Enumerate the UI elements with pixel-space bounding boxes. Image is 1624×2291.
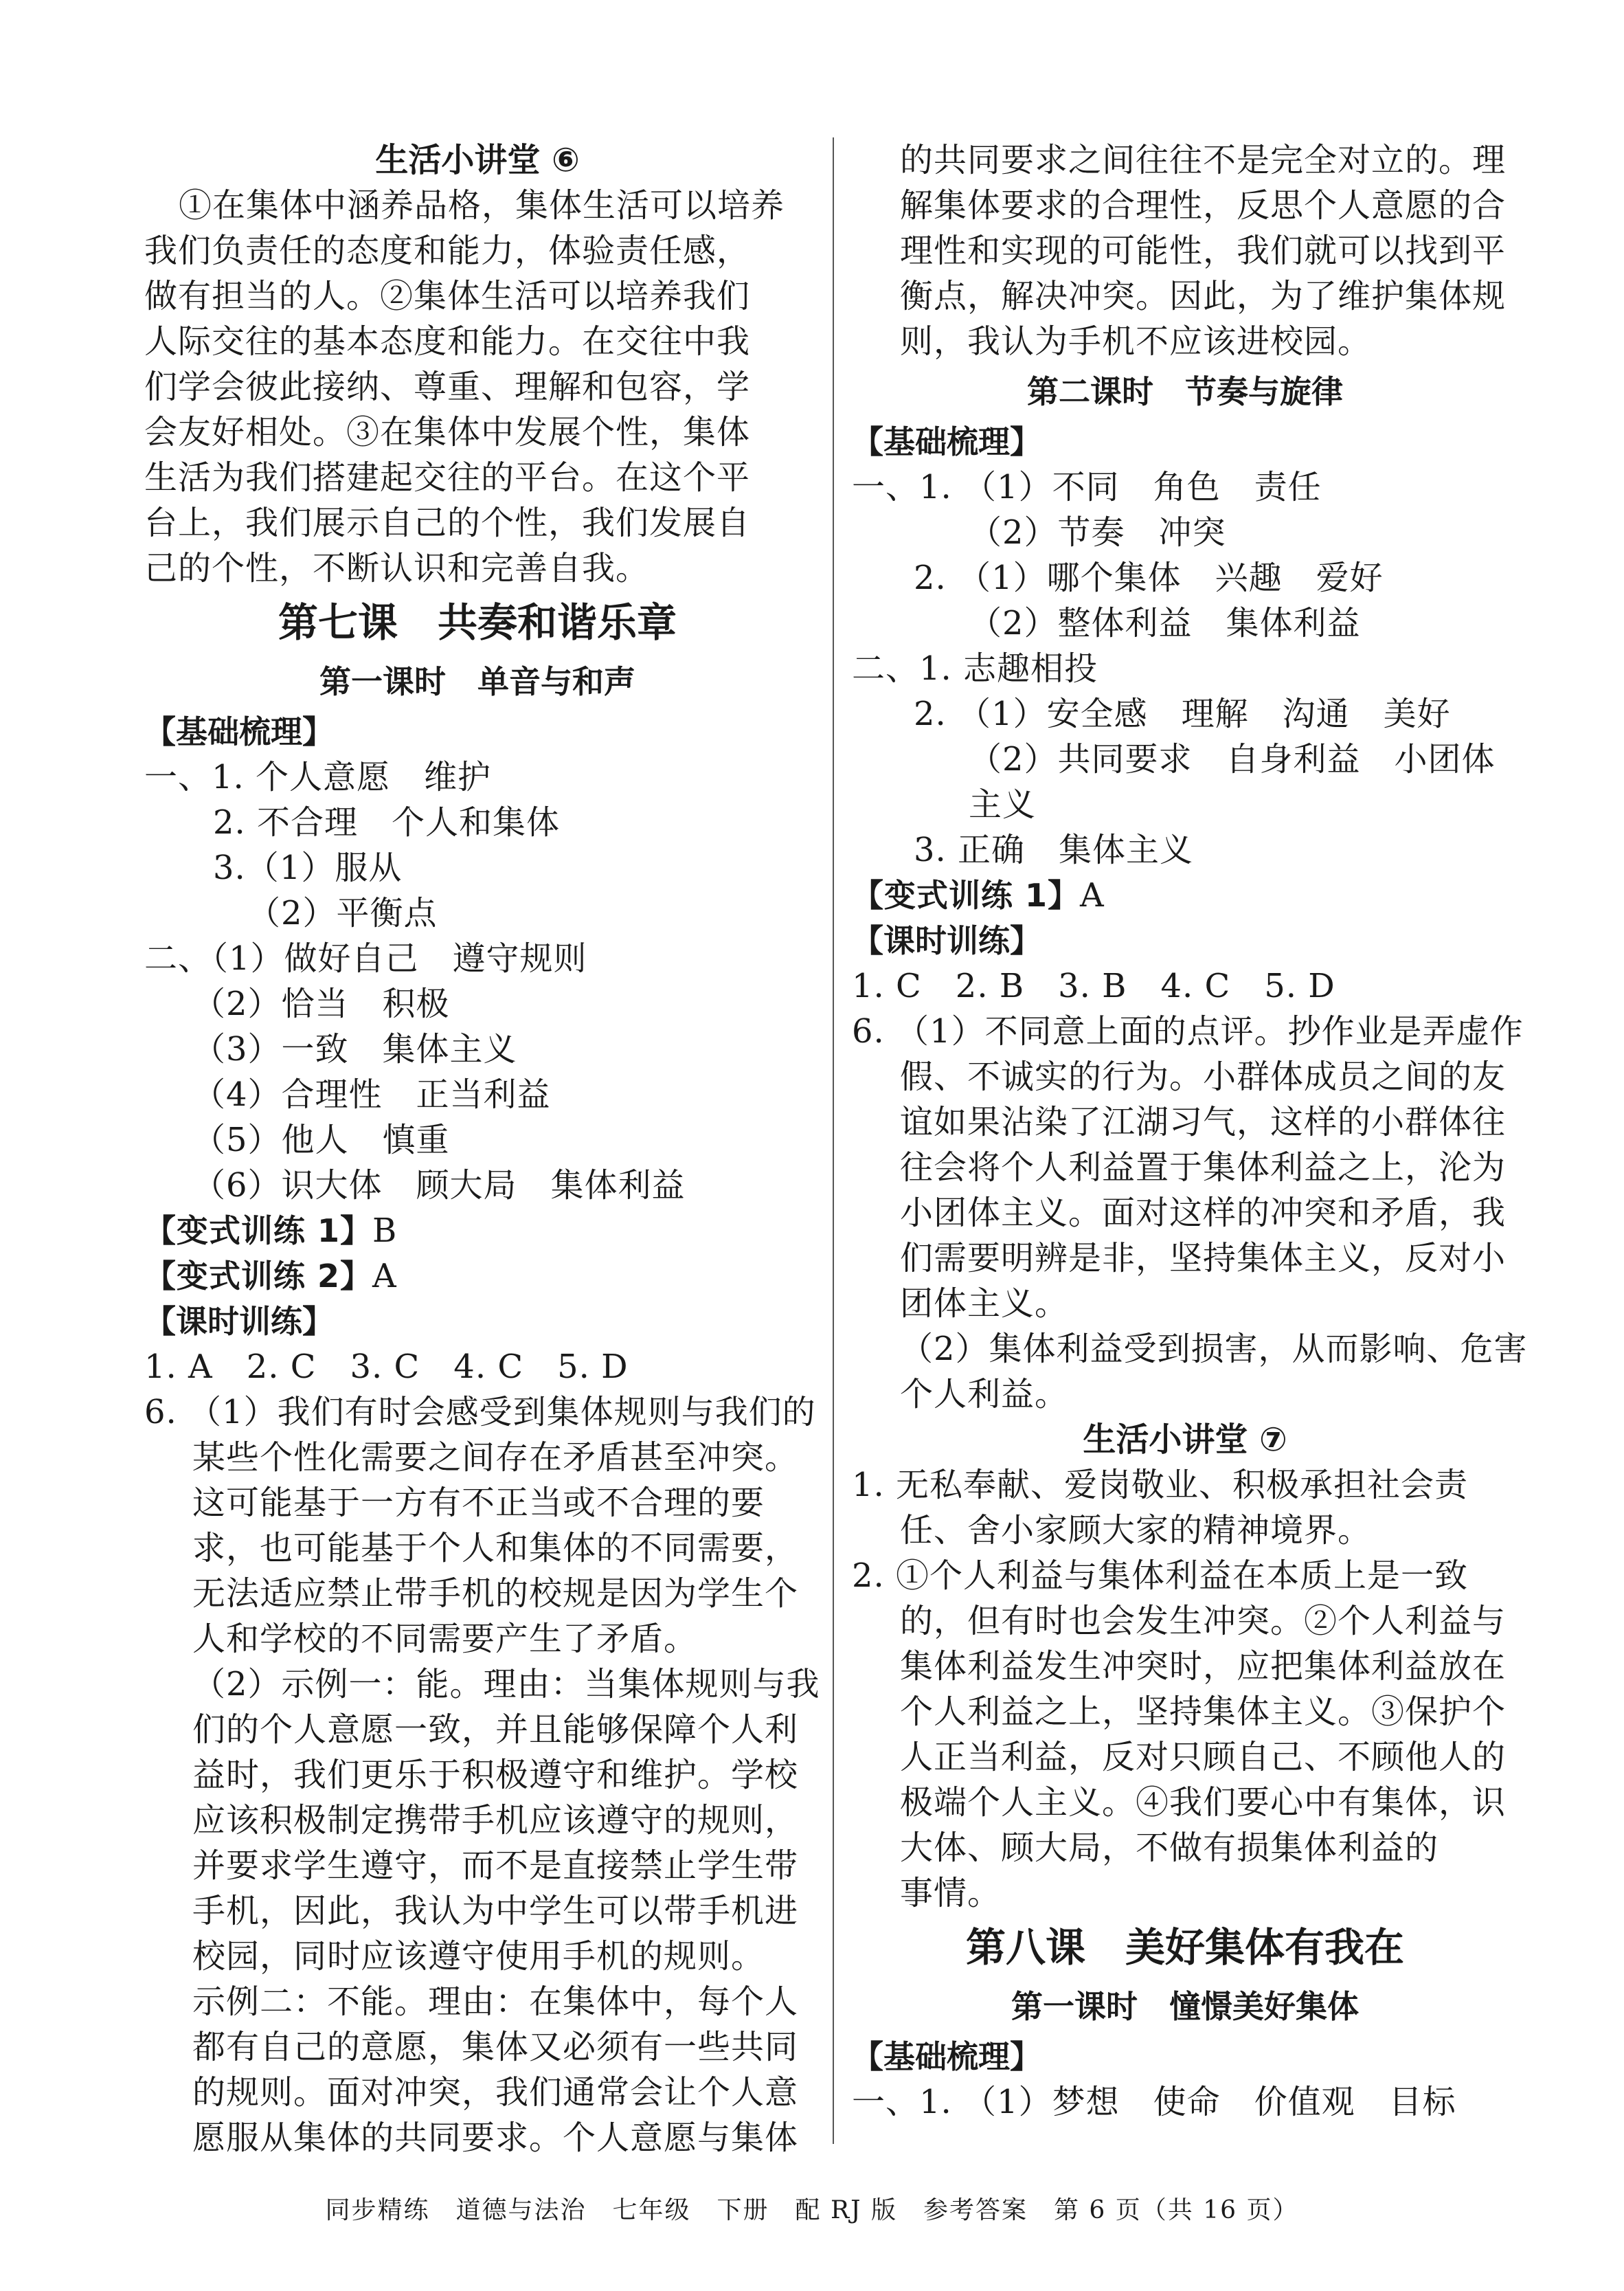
basics-line: 一、1. （1）不同 角色 责任 — [852, 468, 1322, 506]
basics-line: 2. （1）哪个集体 兴趣 爱好 — [914, 559, 1384, 597]
practice-heading: 【课时训练】 — [852, 922, 1041, 959]
variant1-heading: 【变式训练 1】 — [144, 1212, 373, 1249]
variant1-answer: B — [372, 1211, 398, 1250]
talk6-line: 我们负责任的态度和能力，体验责任感， — [144, 232, 751, 270]
q6-line: 某些个性化需要之间存在矛盾甚至冲突。 — [192, 1438, 799, 1477]
q6-line: 们需要明辨是非，坚持集体主义，反对小 — [900, 1239, 1507, 1277]
basics-line: 二、1. 志趣相投 — [852, 649, 1098, 688]
q6-continued-line: 解集体要求的合理性，反思个人意愿的合 — [900, 186, 1507, 225]
basics-line: 2. （1）安全感 理解 沟通 美好 — [914, 695, 1451, 733]
basics-line: （3）一致 集体主义 — [192, 1030, 517, 1069]
talk6-line: 们学会彼此接纳、尊重、理解和包容，学 — [144, 368, 751, 406]
talk7-line: 1. 无私奉献、爱岗敬业、积极承担社会责 — [852, 1466, 1469, 1504]
variant1-answer: A — [1080, 876, 1105, 915]
lesson8-period1-title: 第一课时 憧憬美好集体 — [1011, 1988, 1359, 2025]
basics-line: 主义 — [969, 785, 1037, 824]
left-column — [144, 137, 820, 2160]
basics-heading: 【基础梳理】 — [144, 713, 334, 750]
basics-heading: 【基础梳理】 — [852, 2038, 1041, 2075]
page-footer: 同步精练 道德与法治 七年级 下册 配 RJ 版 参考答案 第 6 页（共 16 页） — [325, 2196, 1299, 2224]
basics-line: （2）共同要求 自身利益 小团体 — [969, 740, 1496, 779]
talk6-line: 人际交往的基本态度和能力。在交往中我 — [144, 322, 751, 361]
q6-line: 并要求学生遵守，而不是直接禁止学生带 — [192, 1846, 799, 1885]
practice-heading: 【课时训练】 — [144, 1303, 334, 1340]
basics-line: 3. 正确 集体主义 — [914, 831, 1194, 869]
basics-line: 3.（1）服从 — [213, 849, 403, 887]
q6-line: 应该积极制定携带手机应该遵守的规则， — [192, 1801, 799, 1840]
q6-line: 6. （1）不同意上面的点评。抄作业是弄虚作 — [852, 1012, 1524, 1051]
q6-line: 谊如果沾染了江湖习气，这样的小群体往 — [900, 1103, 1507, 1141]
basics-line: 二、（1）做好自己 遵守规则 — [144, 939, 587, 978]
q6-line: 人和学校的不同需要产生了矛盾。 — [192, 1620, 698, 1658]
q6-line: 假、不诚实的行为。小群体成员之间的友 — [900, 1058, 1507, 1096]
q6-line: 个人利益。 — [900, 1375, 1069, 1413]
talk7-line: 个人利益之上，坚持集体主义。③保护个 — [900, 1692, 1507, 1731]
basics-line: （4）合理性 正当利益 — [192, 1075, 551, 1114]
basics-line: （2）节奏 冲突 — [969, 513, 1226, 552]
right-column — [852, 137, 1528, 2125]
basics-line: （2）整体利益 集体利益 — [969, 604, 1361, 642]
basics-line: 一、1. 个人意愿 维护 — [144, 758, 492, 796]
talk6-line: 做有担当的人。②集体生活可以培养我们 — [144, 277, 751, 315]
q6-line: 无法适应禁止带手机的校规是因为学生个 — [192, 1574, 799, 1613]
q6-continued-line: 理性和实现的可能性，我们就可以找到平 — [900, 232, 1507, 270]
q6-line: 愿服从集体的共同要求。个人意愿与集体 — [192, 2119, 799, 2157]
q6-line: （2）示例一：能。理由：当集体规则与我 — [192, 1665, 820, 1703]
q6-continued-line: 的共同要求之间往往不是完全对立的。理 — [900, 141, 1507, 179]
variant-training-2 — [144, 1253, 811, 1299]
q6-line: 往会将个人利益置于集体利益之上，沦为 — [900, 1148, 1507, 1187]
talk6-line: 生活为我们搭建起交往的平台。在这个平 — [144, 458, 751, 497]
lesson7-title: 第七课 共奏和谐乐章 — [278, 599, 677, 646]
practice-answers: 1. A 2. C 3. C 4. C 5. D — [144, 1348, 629, 1386]
talk7-line: 2. ①个人利益与集体利益在本质上是一致 — [852, 1556, 1469, 1595]
q6-line: 们的个人意愿一致，并且能够保障个人利 — [192, 1710, 799, 1749]
variant1-heading: 【变式训练 1】 — [852, 877, 1081, 914]
lesson7-period2-title: 第二课时 节奏与旋律 — [1027, 373, 1343, 410]
q6-line: 6. （1）我们有时会感受到集体规则与我们的 — [144, 1393, 816, 1431]
q6-line: 这可能基于一方有不正当或不合理的要 — [192, 1484, 765, 1522]
talk7-line: 事情。 — [900, 1874, 1002, 1912]
q6-line: 求，也可能基于个人和集体的不同需要， — [192, 1529, 799, 1567]
q6-line: 益时，我们更乐于积极遵守和维护。学校 — [192, 1756, 799, 1794]
q6-line: 手机，因此，我认为中学生可以带手机进 — [192, 1892, 799, 1930]
q6-line: （2）集体利益受到损害，从而影响、危害 — [900, 1330, 1528, 1368]
talk7-line: 任、舍小家顾大家的精神境界。 — [900, 1511, 1372, 1550]
q6-continued-line: 衡点，解决冲突。因此，为了维护集体规 — [900, 277, 1507, 315]
basics-line: 一、1. （1）梦想 使命 价值观 目标 — [852, 2083, 1456, 2121]
column-divider — [833, 137, 834, 2144]
talk7-line: 大体、顾大局，不做有损集体利益的 — [900, 1829, 1439, 1867]
talk6-line: 己的个性，不断认识和完善自我。 — [144, 549, 650, 588]
basics-line: （6）识大体 顾大局 集体利益 — [192, 1166, 686, 1205]
lesson8-title: 第八课 美好集体有我在 — [965, 1924, 1404, 1971]
talk7-line: 人正当利益，反对只顾自己、不顾他人的 — [900, 1738, 1507, 1776]
q6-line: 校园，同时应该遵守使用手机的规则。 — [192, 1937, 765, 1976]
variant2-heading: 【变式训练 2】 — [144, 1258, 373, 1295]
variant-training-1 — [144, 1208, 811, 1253]
lesson7-period1-title: 第一课时 单音与和声 — [319, 663, 635, 700]
q6-line: 小团体主义。面对这样的冲突和矛盾，我 — [900, 1194, 1507, 1232]
variant-training-1 — [852, 873, 1518, 918]
q6-line: 都有自己的意愿，集体又必须有一些共同 — [192, 2028, 799, 2066]
talk6-heading: 生活小讲堂 ⑥ — [375, 141, 580, 179]
talk6-line: 会友好相处。③在集体中发展个性，集体 — [144, 413, 751, 451]
practice-answers: 1. C 2. B 3. B 4. C 5. D — [852, 967, 1335, 1005]
talk7-line: 集体利益发生冲突时，应把集体利益放在 — [900, 1647, 1507, 1686]
talk7-heading: 生活小讲堂 ⑦ — [1083, 1420, 1287, 1459]
talk7-line: 极端个人主义。④我们要心中有集体，识 — [900, 1783, 1507, 1822]
q6-line: 的规则。面对冲突，我们通常会让个人意 — [192, 2073, 799, 2112]
variant2-answer: A — [372, 1257, 397, 1295]
q6-continued-line: 则，我认为手机不应该进校园。 — [900, 322, 1372, 361]
talk6-line: ①在集体中涵养品格，集体生活可以培养 — [179, 186, 785, 225]
talk6-line: 台上，我们展示自己的个性，我们发展自 — [144, 504, 751, 542]
basics-line: （5）他人 慎重 — [192, 1121, 450, 1159]
talk7-line: 的，但有时也会发生冲突。②个人利益与 — [900, 1602, 1507, 1640]
q6-line: 示例二：不能。理由：在集体中，每个人 — [192, 1982, 799, 2021]
basics-line: 2. 不合理 个人和集体 — [213, 803, 561, 842]
basics-heading: 【基础梳理】 — [852, 423, 1041, 460]
basics-line: （2）恰当 积极 — [192, 985, 450, 1023]
q6-line: 团体主义。 — [900, 1284, 1069, 1323]
basics-line: （2）平衡点 — [247, 894, 438, 932]
